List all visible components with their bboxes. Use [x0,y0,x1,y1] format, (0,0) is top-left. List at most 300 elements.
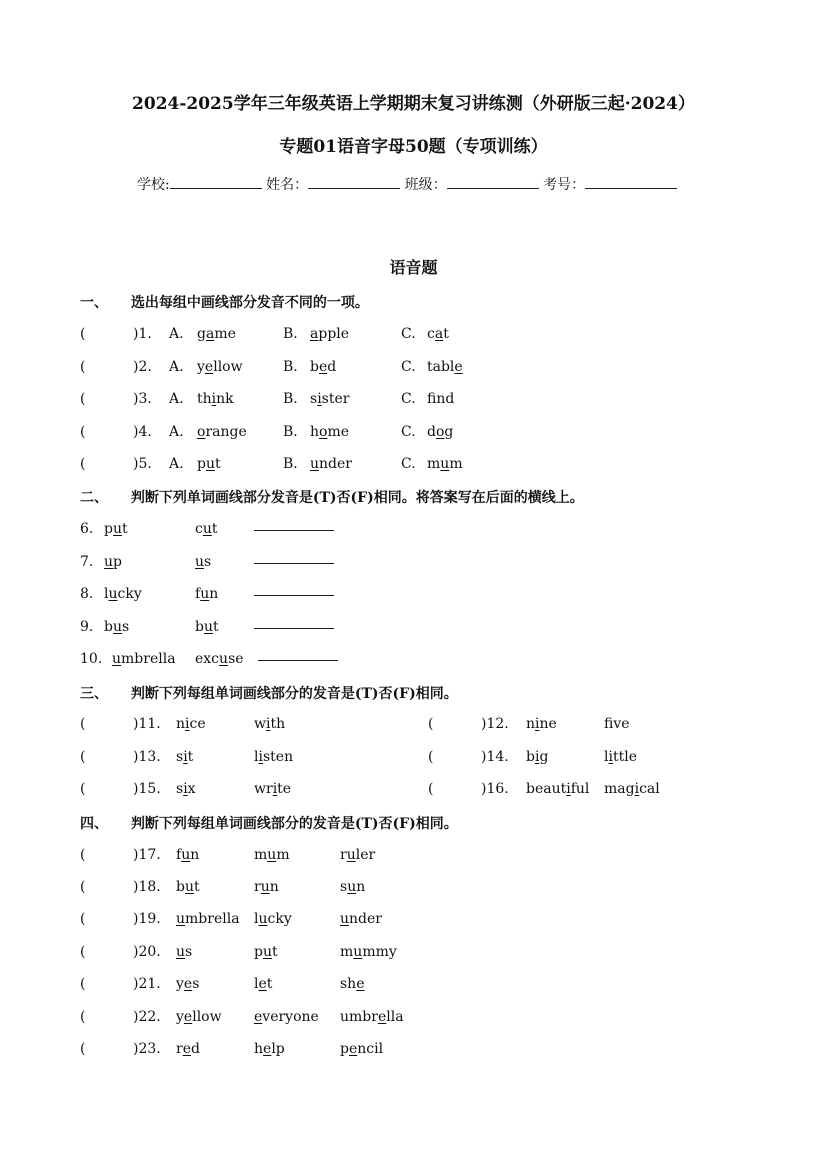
question-number [133,1007,161,1027]
word-suffix: g [444,424,454,440]
word-2 [254,942,278,962]
question-number [133,942,161,962]
underlined-letters: i [534,749,540,765]
word-2 [254,779,291,799]
word-prefix: r [340,847,347,863]
option-label [401,357,416,377]
word-prefix: b [195,619,204,635]
answer-paren: ( [80,326,86,342]
underlined-letters: e [454,359,463,375]
word-2 [254,714,285,734]
option-label [401,454,416,474]
option-word[interactable] [427,357,463,377]
answer-paren: ( [80,749,86,765]
option-word[interactable] [427,422,453,442]
option-word[interactable] [427,454,463,474]
word-suffix: pple [318,326,350,342]
underlined-letters: i [608,749,613,765]
info-line [137,174,677,194]
answer-bracket[interactable] [80,1039,85,1059]
word-prefix: n [176,716,186,732]
answer-paren: ( [80,716,86,732]
word-2 [195,552,211,572]
word-prefix: y [176,976,184,992]
question-number: )2. [133,359,152,375]
question-number [133,454,152,474]
word-1 [526,714,557,734]
question-number: )23. [133,1041,161,1057]
word-1 [176,747,193,767]
option-word[interactable] [197,422,247,442]
word-suffix: range [205,424,247,440]
class-blank[interactable] [447,175,539,189]
word-2 [195,584,218,604]
question-number [133,845,161,865]
option-label: C. [401,424,416,440]
question-number [133,714,161,734]
underlined-letters: e [356,976,365,992]
name-blank[interactable] [308,175,400,189]
question-number: 6. [80,521,94,537]
underlined-letters: e [263,1041,272,1057]
word-prefix: b [176,879,185,895]
answer-bracket[interactable] [80,909,85,929]
word-prefix: p [104,521,113,537]
word-suffix: lla [386,1009,404,1025]
word-prefix: h [310,424,320,440]
answer-bracket[interactable] [80,714,85,734]
underlined-letters: u [184,879,194,895]
word-1 [176,1007,222,1027]
answer-bracket[interactable] [80,974,85,994]
word-prefix: beaut [526,781,567,797]
underlined-letters: u [219,651,229,667]
answer-paren: ( [80,1009,86,1025]
option-label [169,324,184,344]
question-number [133,389,152,409]
word-suffix: ne [539,716,557,732]
question-number [481,779,509,799]
name-label: 姓名： [266,177,309,193]
question-number [133,974,161,994]
question-number: )13. [133,749,161,765]
word-suffix: t [215,456,221,472]
underlined-letters: u [440,456,450,472]
option-word[interactable] [427,389,454,409]
underlined-letters: u [203,619,213,635]
underlined-letters: i [185,716,190,732]
word-1 [176,909,240,929]
word-3 [340,1039,383,1059]
part1-heading-text: 选出每组中画线部分发音不同的一项。 [130,295,369,311]
part1-heading-num: 一、 [80,295,108,311]
answer-paren: ( [428,716,434,732]
word-prefix: s [176,749,184,765]
part4-heading [80,813,458,833]
word-suffix: s [204,554,212,570]
underlined-letters: u [340,911,350,927]
word-prefix: b [104,619,113,635]
answer-paren: ( [80,424,86,440]
underlined-letters: o [197,424,206,440]
option-label: B. [283,424,298,440]
underlined-letters: e [318,359,328,375]
answer-paren: ( [80,456,86,472]
word-prefix: c [427,326,435,342]
word-suffix: cal [639,781,660,797]
question-number: 10. [80,651,103,667]
word-prefix: s [310,391,318,407]
word-prefix: th [197,391,212,407]
word-suffix: mbrella [121,651,176,667]
word-prefix: f [176,847,182,863]
question-number [133,877,161,897]
word-prefix: p [340,1041,349,1057]
underlined-letters: u [108,586,118,602]
word-1 [104,617,129,637]
word-suffix: m [276,847,290,863]
exam-no-blank[interactable] [585,175,677,189]
answer-bracket[interactable] [428,714,433,734]
word-prefix: l [604,749,609,765]
underlined-letters: u [112,619,122,635]
word-2 [254,1039,285,1059]
option-word[interactable] [310,454,352,474]
answer-paren: ( [80,1041,86,1057]
question-number [80,649,102,669]
word-1 [176,779,196,799]
underlined-letters: a [434,326,444,342]
question-number: )5. [133,456,152,472]
exam-no-label: 考号： [543,177,586,193]
word-prefix: g [197,326,206,342]
option-word[interactable] [197,454,221,474]
school-blank[interactable] [170,175,262,189]
word-prefix: y [176,1009,184,1025]
word-suffix: g [539,749,549,765]
word-suffix: p [113,554,122,570]
word-suffix: nder [349,911,382,927]
word-suffix: t [194,879,200,895]
word-1 [176,845,199,865]
option-label: A. [169,424,184,440]
answer-paren: ( [80,391,86,407]
word-prefix: f [195,586,201,602]
underlined-letters: u [195,554,205,570]
word-suffix: me [327,424,350,440]
underlined-letters: i [183,781,188,797]
question-number: )20. [133,944,161,960]
option-label: B. [283,456,298,472]
word-suffix: t [272,944,278,960]
doc-title-line2: 专题01语音字母50题（专项训练） [279,137,548,157]
word-suffix: ttle [612,749,637,765]
word-2 [254,877,279,897]
answer-bracket[interactable] [80,389,85,409]
word-prefix: m [340,944,354,960]
word-2 [604,779,660,799]
option-label: A. [169,391,184,407]
option-word[interactable] [197,324,236,344]
question-number: )4. [133,424,152,440]
question-number: )22. [133,1009,161,1025]
word-3 [340,1007,404,1027]
answer-bracket[interactable] [428,747,433,767]
answer-line[interactable] [254,613,334,633]
word-suffix: llow [213,359,243,375]
option-word[interactable] [197,357,243,377]
underlined-letters: e [182,1041,191,1057]
question-number [481,714,509,734]
word-prefix: umbr [340,1009,378,1025]
word-1 [104,552,122,572]
option-label: B. [283,359,298,375]
underlined-letters: e [204,359,214,375]
option-label: A. [169,456,184,472]
word-suffix: n [209,586,219,602]
answer-bracket[interactable] [80,324,85,344]
question-number: 9. [80,619,94,635]
question-number: )16. [481,781,509,797]
underlined-letters: u [258,911,268,927]
option-word[interactable] [310,422,349,442]
option-label [401,324,416,344]
option-label: C. [401,456,416,472]
word-1 [176,942,192,962]
part3-heading-text: 判断下列每组单词画线部分的发音是(T)否(F)相同。 [130,686,458,702]
answer-bracket[interactable] [80,1007,85,1027]
word-prefix: r [254,879,261,895]
underlined-letters: u [205,456,215,472]
word-prefix: p [254,944,263,960]
option-word[interactable] [427,324,449,344]
underlined-letters: o [319,424,328,440]
word-suffix: mmy [362,944,397,960]
underlined-letters: i [317,391,322,407]
answer-paren: ( [80,911,86,927]
option-label [283,357,298,377]
underlined-letters: e [377,1009,387,1025]
question-number: 8. [80,586,94,602]
question-number [481,747,509,767]
question-number: )12. [481,716,509,732]
option-label [283,389,298,409]
word-suffix: ce [189,716,206,732]
question-number [133,1039,161,1059]
word-prefix: s [176,781,184,797]
word-prefix: f [427,391,437,407]
underlined-letters: u [310,456,320,472]
answer-paren: ( [80,879,86,895]
question-number: )11. [133,716,161,732]
school-label: 学校: [137,177,170,193]
underlined-letters: e [258,976,267,992]
question-number: )3. [133,391,152,407]
underlined-letters: u [346,847,356,863]
word-prefix: l [254,976,259,992]
word-prefix: wr [254,781,273,797]
answer-paren: ( [428,781,434,797]
word-prefix: s [340,879,348,895]
answer-paren: ( [80,976,86,992]
underlined-letters: e [348,1041,358,1057]
word-2 [604,714,630,734]
word-2 [254,909,292,929]
answer-bracket[interactable] [80,454,85,474]
underlined-letters: i [535,716,540,732]
underlined-letters: i [634,781,640,797]
underlined-letters: i [272,781,278,797]
word-prefix: r [176,1041,183,1057]
underlined-letters: i [183,749,188,765]
answer-bracket[interactable] [80,747,85,767]
underlined-letters: u [202,521,212,537]
option-label: A. [169,326,184,342]
word-suffix: t [443,326,449,342]
option-label [283,324,298,344]
answer-bracket[interactable] [80,942,85,962]
doc-title-line1: 2024-2025学年三年级英语上学期期末复习讲练测（外研版三起·2024） [132,94,695,114]
word-prefix: l [254,911,259,927]
word-suffix: d [191,1041,200,1057]
class-label: 班级： [404,177,447,193]
word-suffix: t [211,521,218,537]
word-1 [176,1039,200,1059]
question-number [133,324,152,344]
underlined-letters: u [347,879,357,895]
option-label [169,422,184,442]
answer-bracket[interactable] [80,845,85,865]
option-label: A. [169,359,184,375]
word-prefix: l [104,586,109,602]
answer-paren: ( [80,359,86,375]
word-2 [195,519,218,539]
question-number [80,617,93,637]
word-suffix: s [122,619,130,635]
word-prefix: m [427,456,441,472]
option-label: C. [401,359,416,375]
underlined-letters: u [260,879,270,895]
word-suffix: cky [117,586,142,602]
option-label [283,454,298,474]
answer-bracket[interactable] [80,877,85,897]
word-prefix: mag [604,781,635,797]
option-label [169,389,184,409]
question-number [133,909,161,929]
word-3 [340,845,375,865]
underlined-letters: a [205,326,215,342]
word-prefix: n [526,716,536,732]
word-suffix: n [269,879,279,895]
answer-line[interactable] [254,515,334,535]
word-2 [195,617,219,637]
part3-heading-num: 三、 [80,686,108,702]
word-prefix: sh [340,976,357,992]
question-number [80,519,93,539]
underlined-letters: i [211,391,217,407]
underlined-letters: u [262,944,272,960]
word-2 [604,747,637,767]
word-3 [340,877,365,897]
option-label: C. [401,391,416,407]
word-3 [340,942,397,962]
word-suffix: d [327,359,337,375]
word-prefix: f [604,716,614,732]
answer-bracket[interactable] [428,779,433,799]
word-3 [340,974,365,994]
option-label: C. [401,326,416,342]
answer-line[interactable] [254,580,334,600]
underlined-letters: u [112,521,122,537]
underlined-letters: u [176,911,186,927]
word-prefix: h [254,1041,264,1057]
word-prefix: d [427,424,436,440]
option-word[interactable] [310,357,336,377]
option-word[interactable] [310,324,349,344]
question-number [80,552,93,572]
question-number: 7. [80,554,94,570]
underlined-letters: e [183,1009,193,1025]
word-suffix: th [270,716,286,732]
section-title: 语音题 [389,258,438,277]
word-suffix: mbrella [185,911,240,927]
word-suffix: ful [570,781,590,797]
underlined-letters: i [265,716,271,732]
part2-heading [80,487,584,507]
answer-line[interactable] [254,548,334,568]
part4-heading-text: 判断下列每组单词画线部分的发音是(T)否(F)相同。 [130,816,458,832]
word-suffix: n [356,879,366,895]
underlined-letters: i [258,749,263,765]
word-suffix: nder [319,456,352,472]
word-1 [526,779,589,799]
word-suffix: sten [262,749,294,765]
word-prefix: b [526,749,535,765]
option-word[interactable] [197,389,234,409]
option-word[interactable] [310,389,349,409]
word-2 [254,1007,319,1027]
word-prefix: l [254,749,259,765]
answer-line[interactable] [258,645,338,665]
word-2 [195,649,244,669]
underlined-letters: o [435,424,445,440]
word-1 [176,974,199,994]
answer-bracket[interactable] [80,422,85,442]
word-suffix: ncil [357,1041,384,1057]
word-prefix: y [197,359,205,375]
word-suffix: nd [436,391,455,407]
part3-heading [80,683,458,703]
answer-bracket[interactable] [80,779,85,799]
question-number: )1. [133,326,152,342]
part2-heading-num: 二、 [80,490,108,506]
part4-heading-num: 四、 [80,816,108,832]
word-prefix: w [254,716,266,732]
word-suffix: x [187,781,196,797]
option-label [283,422,298,442]
word-suffix: s [192,976,200,992]
underlined-letters: i [566,781,571,797]
question-number: )18. [133,879,161,895]
word-1 [176,877,200,897]
answer-bracket[interactable] [80,357,85,377]
option-label: B. [283,391,298,407]
part2-heading-text: 判断下列单词画线部分发音是(T)否(F)相同。将答案写在后面的横线上。 [130,490,584,506]
option-label [169,454,184,474]
word-suffix: s [185,944,193,960]
word-1 [112,649,176,669]
word-suffix: t [266,976,273,992]
